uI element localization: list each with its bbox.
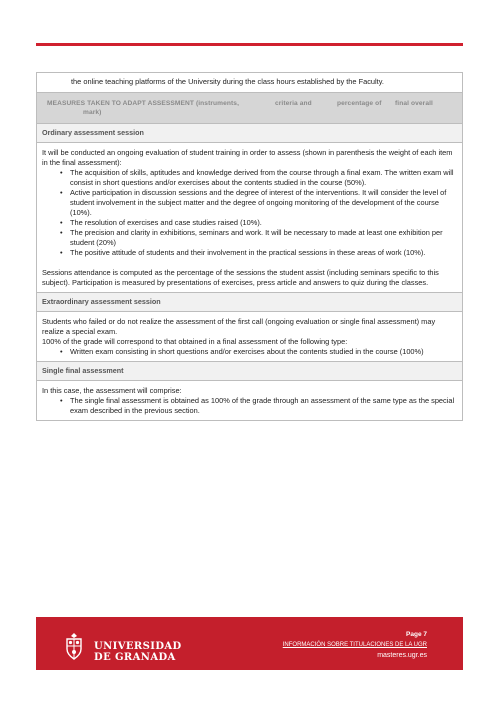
- measures-header-col1-text: MEASURES TAKEN TO ADAPT ASSESSMENT (instruments,: [47, 100, 240, 107]
- extraordinary-session-body: [37, 312, 462, 362]
- ordinary-session-title: Ordinary assessment session: [37, 124, 462, 143]
- extraordinary-para1: Students who failed or do not realize the assessment of the first call (ongoing evaluation or single final assessment) may realize a special exam.: [42, 317, 436, 336]
- measures-header-col1-cont: mark): [83, 109, 102, 116]
- list-item: • The precision and clarity in exhibitions, seminars and work. It will be necessary to made at least one exhibition per student (20%): [70, 228, 457, 248]
- list-item: • Active participation in discussion sessions and the degree of interest of the interventions. It will consider the level of student involvement in the subject matter and the degree of ongoing monitoring of the development of the course (10%).: [70, 188, 457, 218]
- website-link[interactable]: masteres.ugr.es: [377, 652, 427, 659]
- list-item: • The acquisition of skills, aptitudes and knowledge derived from the course through a final exam. The written exam will consist in short questions and/or exercises about the contents studied in the course (50%).: [70, 168, 457, 188]
- single-assessment-title: Single final assessment: [37, 362, 462, 381]
- ordinary-list: [42, 168, 457, 258]
- assessment-table: [36, 72, 463, 421]
- measures-header-col1: [47, 99, 275, 117]
- single-intro: In this case, the assessment will comprise:: [42, 386, 182, 395]
- university-name-line2: DE GRANADA: [94, 652, 176, 663]
- ordinary-intro: It will be conducted an ongoing evaluation of student training in order to assess (shown in parenthesis the weight of each item in the final assessment):: [42, 148, 453, 167]
- measures-header-col2: criteria and: [275, 100, 312, 107]
- ordinary-session-body: [37, 143, 462, 293]
- list-item: • The single final assessment is obtained as 100% of the grade through an assessment of the same type as the special exam described in the previous section.: [70, 396, 457, 416]
- list-item: • The positive attitude of students and their involvement in the practical sessions in these areas of work (10%).: [70, 248, 457, 258]
- extraordinary-para2: 100% of the grade will correspond to that obtained in a final assessment of the following type:: [42, 337, 348, 346]
- university-crest-icon: [63, 632, 85, 660]
- ordinary-closing: Sessions attendance is computed as the percentage of the sessions the student assist (including seminars specific to this subject). Participation is measured by presentations of exercises, press article and answers to quiz during the classes.: [42, 268, 439, 287]
- footer-banner: [36, 617, 463, 670]
- list-item: • The resolution of exercises and case studies raised (10%).: [70, 218, 457, 228]
- measures-header-col3: percentage of: [337, 100, 382, 107]
- degree-info-link[interactable]: INFORMACIÓN SOBRE TITULACIONES DE LA UGR: [282, 642, 427, 648]
- single-assessment-body: [37, 381, 462, 420]
- header-rule: [36, 43, 463, 46]
- extraordinary-list: [42, 347, 457, 357]
- university-name: [94, 641, 182, 663]
- extraordinary-session-title: Extraordinary assessment session: [37, 293, 462, 312]
- measures-header-col4: final overall: [395, 100, 433, 107]
- page-number: Page 7: [406, 631, 427, 638]
- list-item: • Written exam consisting in short questions and/or exercises about the contents studied in the course (100%): [70, 347, 457, 357]
- university-name-line1: UNIVERSIDAD: [94, 641, 182, 652]
- single-list: [42, 396, 457, 416]
- continuation-text: the online teaching platforms of the University during the class hours established by the Faculty.: [37, 73, 462, 93]
- measures-header: [37, 93, 462, 124]
